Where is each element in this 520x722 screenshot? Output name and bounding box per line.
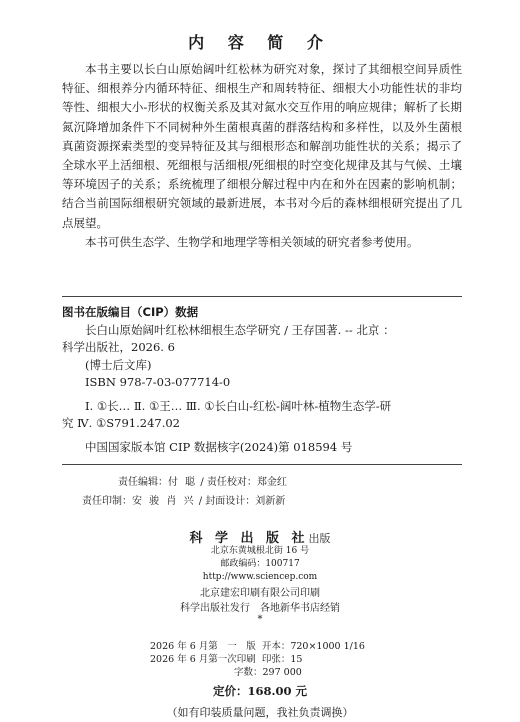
cip-series-line: (博士后文库)	[85, 357, 152, 372]
proof-label: / 责任校对：	[200, 477, 257, 488]
cip-publisher-line: 科学出版社，2026. 6	[62, 340, 175, 354]
cip-classification-line-2: 究 Ⅳ. ①S791.247.02	[62, 416, 180, 430]
publisher-name-line	[0, 532, 520, 545]
quality-note: （如有印装质量问题，我社负责调换）	[166, 706, 354, 719]
editor-label: 责任编辑：	[118, 477, 168, 488]
top-divider	[62, 296, 462, 297]
edition-info: 2026 年 6 月第 一 版	[150, 641, 256, 652]
cip-block	[62, 304, 462, 456]
publisher-address: 北京东黄城根北街 16 号	[210, 546, 310, 556]
cover-name: 刘新新	[255, 496, 286, 507]
cover-label: / 封面设计：	[198, 496, 256, 507]
cip-record-number: 中国国家版本馆 CIP 数据核字(2024)第 018594 号	[85, 439, 353, 454]
bottom-divider	[62, 464, 462, 465]
printer-line: 北京建宏印刷有限公司印刷	[200, 588, 320, 599]
editor-name: 付 聪	[168, 477, 198, 488]
publisher-suffix: 出版	[308, 532, 331, 545]
format-info: 开本：720×1000 1/16	[261, 641, 365, 652]
cip-heading: 图书在版编目（CIP）数据	[62, 305, 199, 319]
publisher-logo-text: 科 学 出 版 社	[189, 531, 309, 546]
cip-title-line: 长白山原始阔叶红松林细根生态学研究 / 王存国著. -- 北京 ：	[85, 322, 395, 337]
intro-title: 内 容 简 介	[188, 33, 332, 52]
intro-text	[62, 60, 462, 252]
word-count: 字数：297 000	[234, 667, 302, 678]
intro-paragraph-2: 本书可供生态学、生物学和地理学等相关领域的研究者参考使用。	[85, 234, 419, 249]
printing-info: 2026 年 6 月第一次印刷	[150, 654, 256, 665]
cip-isbn-line: ISBN 978-7-03-077714-0	[85, 375, 231, 389]
print-label: 责任印制：	[82, 496, 132, 507]
sheets-info: 印张：15	[261, 654, 303, 665]
cip-classification-line: Ⅰ. ①长… Ⅱ. ①王… Ⅲ. ①长白山-红松-阔叶林-植物生态学-研	[85, 398, 392, 413]
price: 定价：168.00 元	[212, 684, 307, 698]
separator-star: *	[257, 614, 263, 625]
distributor-line: 科学出版社发行 各地新华书店经销	[180, 603, 340, 614]
intro-paragraph-1: 本书主要以长白山原始阔叶红松林为研究对象，探讨了其细根空间异质性特征、细根养分内循环特征、细根生产和周转特征、细根大小功能性状的非均等性、细根大小-形状的权衡关系及其对氮水交互作用的响应规律；解析了长期氮沉降增加条件下不同树种外生菌根真菌的群落结构和多样性，以及外生菌根真菌资源探索类型的变异特征及其与细根形态和解剖功能性状的关系；揭示了全球水平上活细根、死细根与活细根/死细根的时空变化规律及其与气候、土壤等环境因子的关系；系统梳理了细根分解过程中内在和外在因素的影响机制；结合当前国际细根研究领域的最新进展，本书对今后的森林细根研究提出了几点展望。	[62, 62, 462, 230]
publisher-block	[0, 532, 520, 624]
publisher-website: http://www.sciencep.com	[202, 572, 318, 582]
publisher-postcode: 邮政编码：100717	[220, 559, 300, 569]
print-name: 安 骏 肖 兴	[132, 496, 196, 507]
proof-name: 郑金红	[256, 477, 287, 488]
